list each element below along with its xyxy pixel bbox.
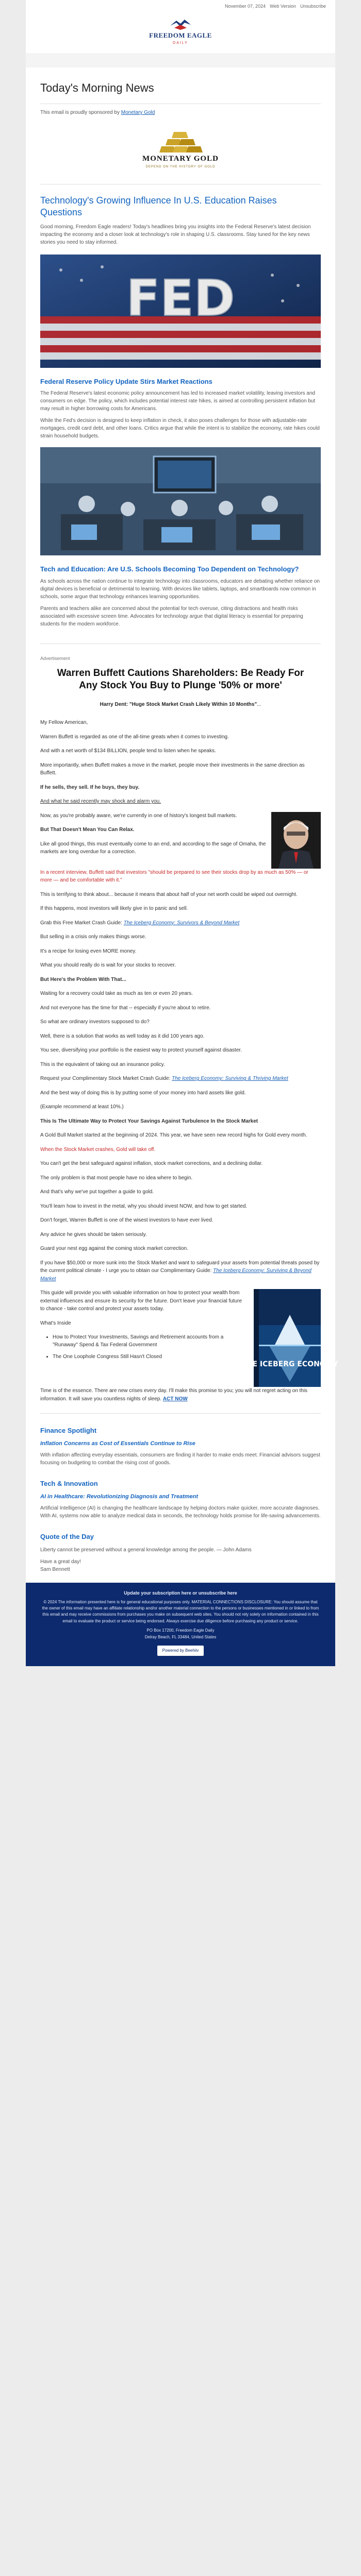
book-block — [40, 1289, 338, 1387]
ad-p29: Guard your nest egg against the coming stock market correction. — [40, 1246, 188, 1252]
ad-p23: You can't get the best safeguard against inflation, stock market corrections, and a declining dollar. — [40, 1161, 263, 1167]
ad-p20: This Is The Ultimate Way to Protect Your Savings Against Turbulence In the Stock Market — [40, 1118, 258, 1124]
ad-body — [40, 719, 338, 1403]
ad-p6: This is terrifying to think about... because it means that about half of your net worth could be wiped out overnight. — [40, 891, 298, 897]
grab-guide-3 — [40, 1259, 321, 1283]
guide-link-2[interactable]: The Iceberg Economy: Surviving & Thriving Market — [172, 1076, 288, 1082]
inside-list — [45, 1333, 247, 1361]
ad-p11: But Here's the Problem With That... — [40, 976, 126, 982]
lead-intro: Good morning, Freedom Eagle readers! Today's headlines bring you insights into the Federal Reserve's latest decision impacting the economy and a closer look at technology's role in shaping U.S. classrooms. Stay tuned for the key news stories you need to stay informed. — [40, 224, 311, 245]
sponsor-link[interactable]: Monetary Gold — [121, 109, 155, 115]
grab-guide-1-pre: Grab this Free Market Crash Guide: — [40, 920, 124, 926]
page-title: Today's Morning News — [40, 81, 154, 94]
lead-headline[interactable]: Technology's Growing Influence In U.S. Education Raises Questions — [40, 195, 277, 218]
tech-p1: As schools across the nation continue to integrate technology into classrooms, educators are debating whether reliance on digital devices is beneficial or detrimental to learning. With devices like tablets, laptops, and smartboards now common in schools, some argue that technology enhances learning opportunities. — [40, 579, 320, 600]
email-container — [26, 0, 338, 1666]
ad-p10: What you should really do is wait for your stocks to recover. — [40, 962, 176, 969]
wb-p0: Now, as you're probably aware, we're currently in one of history's longest bull markets. — [40, 812, 237, 819]
ad-subheadline — [40, 701, 321, 709]
ad-p25: And that's why we've put together a guide to gold. — [40, 1189, 154, 1195]
finance-subheading[interactable]: Inflation Concerns as Cost of Essentials Continue to Rise — [40, 1440, 195, 1447]
fed-p1: The Federal Reserve's latest economic policy announcement has led to increased market volatility, leaving investors and consumers on edge. The policy, which includes potential interest rate hikes, is aimed at controlling persistent inflation but may result in higher borrowing costs for Americans. — [40, 391, 316, 412]
ad-p1: Warren Buffett is regarded as one of the all-time greats when it comes to investing. — [40, 734, 229, 740]
ad-p17: This is the equivalent of taking out an insurance policy. — [40, 1061, 165, 1067]
iceberg-book-cover[interactable] — [241, 1289, 338, 1387]
ad-p28: Any advice he gives should be taken seriously. — [40, 1231, 147, 1238]
whats-inside: What's Inside — [40, 1320, 71, 1326]
sponsor-brand-tagline: DEPEND ON THE HISTORY OF GOLD — [145, 165, 216, 169]
ad-p21: A Gold Bull Market started at the beginning of 2024. This year, we have seen new record highs for Gold every month. — [40, 1132, 307, 1139]
grab-guide-2 — [40, 1075, 321, 1083]
sponsor-brand-name: MONETARY GOLD — [142, 155, 219, 163]
fed-image-caption: FED — [126, 269, 235, 327]
ad-p9: It's a recipe for losing even MORE money. — [40, 948, 137, 954]
ad-sub-lead: Harry Dent: — [100, 701, 129, 707]
finance-body: With inflation affecting everyday essentials, consumers are finding it harder to make ends meet. Financial advisors suggest focusing on budgeting to combat the rising cost of goods. — [40, 1452, 320, 1466]
ad-p12: Waiting for a recovery could take as much as ten or even 20 years. — [40, 991, 193, 997]
ad-p26: You'll learn how to invest in the metal, why you should invest NOW, and how to get started. — [40, 1203, 248, 1209]
footer-links[interactable]: Update your subscription here or unsubscribe here — [124, 1590, 237, 1596]
list-item: • The One Loophole Congress Still Hasn't Closed — [53, 1353, 247, 1361]
quote-heading: Quote of the Day — [40, 1532, 94, 1540]
footer — [26, 1583, 335, 1667]
quote-body: Liberty cannot be preserved without a general knowledge among the people. — John Adams — [40, 1547, 252, 1553]
divider — [40, 1413, 321, 1414]
ad-sub-quote: "Huge Stock Market Crash Likely Within 10 Months" — [129, 701, 257, 707]
closing-line — [40, 1387, 321, 1403]
tech-p2: Parents and teachers alike are concerned about the potential for tech overuse, citing distractions and health risks associated with excessive screen time. Advocates for technology argue that digital literacy is essential for preparing students for the modern workforce. — [40, 606, 303, 628]
eagle-icon — [169, 18, 192, 31]
grey-band — [26, 53, 335, 67]
tech-heading[interactable]: Tech and Education: Are U.S. Schools Becoming Too Dependent on Technology? — [40, 565, 299, 573]
ad-p0: My Fellow American, — [40, 720, 88, 726]
signoff: Have a great day! — [40, 1558, 81, 1565]
ad-headline[interactable]: Warren Buffett Cautions Shareholders: Be Ready For Any Stock You Buy to Plunge '50% or more' — [57, 668, 304, 691]
grab-guide-2-pre: Request your Complimentary Stock Market Crash Guide: — [40, 1076, 172, 1082]
ad-p2: And with a net worth of $134 BILLION, people tend to listen when he speaks. — [40, 748, 216, 754]
book-title-text: THE ICEBERG ECONOMY — [241, 1360, 338, 1369]
page-bottom — [0, 1666, 361, 1687]
ad-p13: And not everyone has the time for that -- especially if you're about to retire. — [40, 1005, 211, 1011]
act-now-link[interactable]: ACT NOW — [162, 1396, 188, 1402]
ad-warning: In a recent interview, Buffett said that investors "should be prepared to see their stocks drop by as much as 50% — or more — and be comfortable with it." — [40, 869, 308, 884]
classroom-image[interactable] — [40, 447, 321, 555]
footer-address2: Delray Beach, FL 33484, United States — [144, 1634, 217, 1639]
ad-p3: More importantly, when Buffett makes a move in the market, people move their investments in the same direction as Buffett. — [40, 762, 305, 776]
sponsor-prefix: This email is proudly sponsored by — [40, 109, 121, 115]
innovation-heading: Tech & Innovation — [40, 1480, 98, 1488]
ad-p5[interactable]: And what he said recently may shock and alarm you. — [40, 799, 161, 805]
date-text: November 07, 2024 — [225, 4, 266, 9]
finance-heading: Finance Spotlight — [40, 1427, 97, 1435]
buffett-block — [40, 812, 321, 869]
top-bar — [26, 0, 335, 13]
ad-sub-tail: ... — [257, 701, 261, 707]
brand-header — [26, 13, 335, 53]
guide-link-3[interactable]: The Iceberg Economy: Surviving & Beyond Market — [40, 1268, 311, 1282]
web-version-link[interactable]: Web Version — [270, 4, 296, 9]
freedom-eagle-logo[interactable] — [149, 18, 212, 46]
guide-link-1[interactable]: The Iceberg Economy: Survivors & Beyond Market — [123, 920, 240, 926]
ad-p8: But selling in a crisis only makes things worse. — [40, 934, 146, 940]
brand-name: FREEDOM EAGLE — [149, 31, 212, 39]
ad-p4: If he sells, they sell. If he buys, they buy. — [40, 784, 140, 790]
ad-p24: The only problem is that most people have no idea where to begin. — [40, 1175, 193, 1181]
fed-heading[interactable]: Federal Reserve Policy Update Stirs Market Reactions — [40, 377, 212, 385]
book-p1: This guide will provide you with valuable information on how to protect your wealth from external influences and ensure its security for the future. Don't leave your financial future to chance - take control and protect your assets today. — [40, 1290, 242, 1312]
ad-p15: Well, there is a solution that works as well today as it did 100 years ago. — [40, 1033, 205, 1039]
gold-bars-icon — [157, 128, 204, 154]
wb-p1: But That Doesn't Mean You Can Relax. — [40, 827, 135, 833]
grab-guide-1 — [40, 919, 321, 927]
ad-p16: You see, diversifying your portfolio is the easiest way to protect yourself against disaster. — [40, 1047, 242, 1054]
divider — [40, 643, 321, 644]
wb-p2: Like all good things, this must eventually come to an end, and according to the sage of Omaha, the markets are long overdue for a correction. — [40, 841, 266, 855]
sponsor-line — [40, 109, 321, 117]
ad-p7: If this happens, most investors will likely give in to panic and sell. — [40, 906, 188, 912]
footer-address: PO Box 17200, Freedom Eagle Daily — [146, 1628, 215, 1633]
list-item: • How to Protect Your Investments, Savings and Retirement accounts from a "Runaway" Spend & Tax Federal Government — [53, 1333, 247, 1349]
buffett-photo — [271, 812, 321, 869]
powered-by-button[interactable]: Powered by Beehiiv — [157, 1646, 204, 1656]
brand-tagline: DAILY — [173, 41, 188, 45]
innovation-body: Artificial Intelligence (AI) is changing the healthcare landscape by helping doctors make quicker, more accurate diagnoses. With AI, systems now able to analyze medical data in seconds, the technology holds promise for life-saving advancements. — [40, 1505, 321, 1519]
ad-p14: So what are ordinary investors supposed to do? — [40, 1019, 150, 1025]
ad-p22: When the Stock Market crashes, Gold will take off. — [40, 1146, 156, 1153]
unsubscribe-top-link[interactable]: Unsubscribe — [300, 4, 326, 9]
ad-p27: Don't forget, Warren Buffett is one of the wisest investors to have ever lived. — [40, 1217, 214, 1224]
ad-p18: And the best way of doing this is by putting some of your money into hard assets like gold. — [40, 1090, 246, 1096]
grab-guide-3-pre: If you have $50,000 or more sunk into the Stock Market and want to safeguard your assets from potential threats posed by the current political climate - I urge you to obtain our Complimentary Guide: — [40, 1260, 320, 1274]
ad-p19: (Example recommend at least 10%.) — [40, 1104, 124, 1110]
fed-p2: While the Fed's decision is designed to keep inflation in check, it also poses challenges for those with adjustable-rate mortgages, credit card debt, and other loans. Critics argue that while the intent is to stabilize the economy, rate hikes could strain household budgets. — [40, 418, 320, 439]
fed-image[interactable] — [40, 255, 321, 368]
ad-label: Advertisement — [40, 656, 70, 662]
closing-text: Time is of the essence. There are new crises every day. I'll make this promise to you; you will not regret acting on this information. It will save you countless nights of sleep. — [40, 1388, 308, 1402]
monetary-gold-logo[interactable] — [40, 122, 321, 178]
footer-notice: © 2024 The information presented here is for general educational purposes only. MATERIAL CONNECTIONS DISCLOSURE: You should assume that the owner of this email may have an affiliate relationship and/or another material connection to the persons or businesses mentioned in or linked to from this email and may receive commissions from purchases you make on subsequent web sites. You should not rely solely on information contained in this email to evaluate the product or service being endorsed. Always exercise due diligence before purchasing any product or service. — [42, 1599, 319, 1623]
author: Sam Bennett — [40, 1566, 70, 1572]
innovation-subheading[interactable]: AI in Healthcare: Revolutionizing Diagnosis and Treatment — [40, 1493, 199, 1500]
